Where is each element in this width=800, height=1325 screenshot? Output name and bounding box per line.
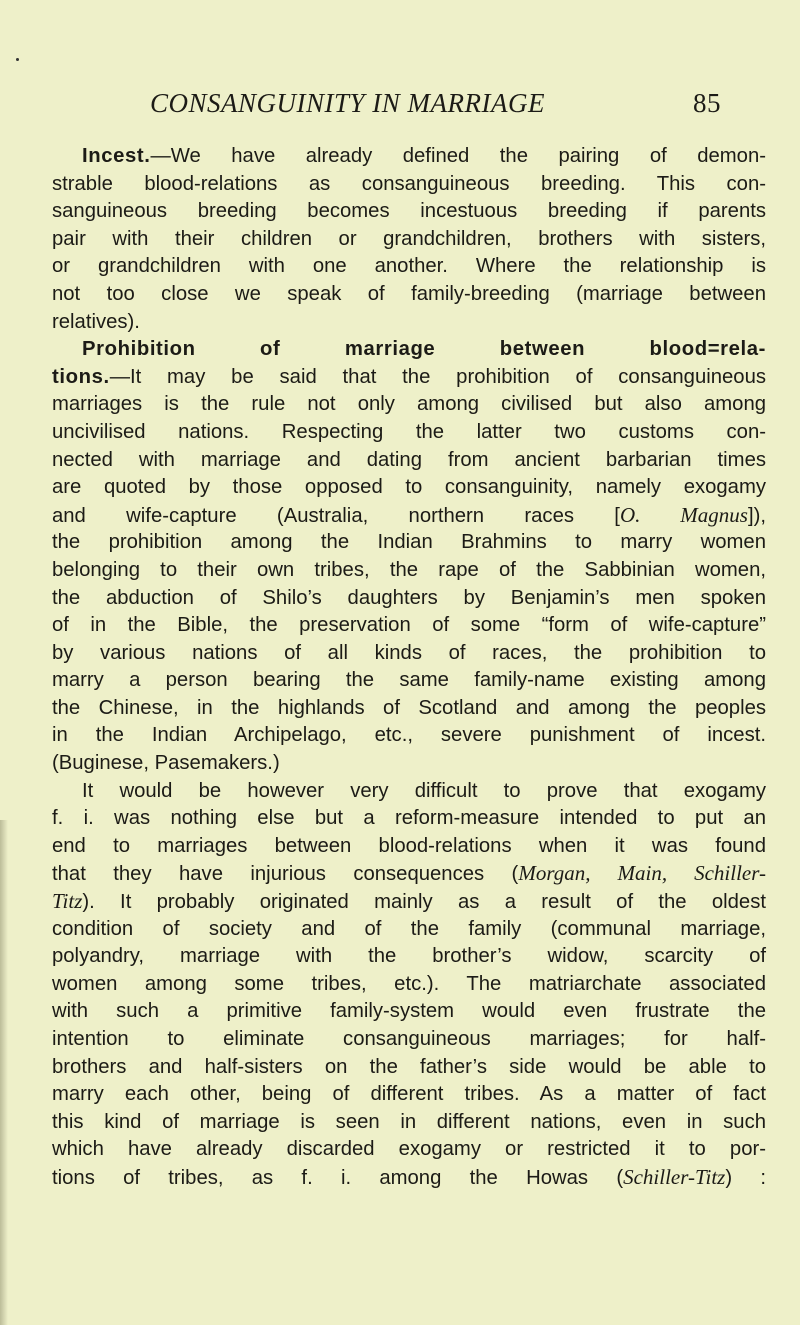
section-heading: Incest. (82, 145, 151, 167)
text-line (52, 833, 766, 861)
text-line (52, 612, 766, 640)
margin-speck (16, 58, 19, 61)
body-text (52, 143, 766, 1192)
text-segment: end to marriages between blood-relations when it was found (52, 834, 766, 857)
text-segment: marry a person bearing the same family-name existing among (52, 669, 766, 692)
text-segment: tions of tribes, as f. i. among the Howas ( (52, 1166, 624, 1189)
text-segment: f. i. was nothing else but a reform-measure intended to put an (52, 807, 766, 830)
text-line (52, 198, 766, 226)
text-line (52, 281, 766, 309)
text-line (52, 750, 766, 778)
running-title: CONSANGUINITY IN MARRIAGE (150, 88, 545, 118)
page-binding-shadow (0, 820, 8, 1325)
citation: Morgan, Main, Schiller- (518, 861, 766, 886)
citation: Titz (52, 889, 83, 914)
text-segment: marry each other, being of different tribes. As a matter of fact (52, 1083, 766, 1106)
text-line (52, 253, 766, 281)
text-line (52, 391, 766, 419)
text-segment: —We have already defined the pairing of demon- (150, 145, 766, 167)
text-segment: ) : (725, 1166, 766, 1189)
text-line (52, 1081, 766, 1109)
text-line (52, 971, 766, 999)
text-segment: not too close we speak of family-breeding (marriage between (52, 282, 766, 305)
text-segment: that they have injurious consequences ( (52, 863, 519, 886)
text-segment: women among some tribes, etc.). The matriarchate associated (52, 972, 766, 995)
text-segment: ). It probably originated mainly as a result of the oldest (82, 891, 766, 914)
text-line (52, 667, 766, 695)
text-segment: polyandry, marriage with the brother’s widow, scarcity of (52, 945, 766, 968)
text-segment: of in the Bible, the preservation of some “form of wife-capture” (52, 614, 766, 637)
text-line (52, 943, 766, 971)
text-line (52, 1109, 766, 1137)
text-segment: in the Indian Archipelago, etc., severe punishment of incest. (52, 724, 766, 747)
text-line (52, 1054, 766, 1082)
citation: O. Magnus (619, 502, 748, 527)
text-line (52, 502, 766, 530)
text-segment: condition of society and of the family (communal marriage, (52, 917, 766, 940)
text-segment: nected with marriage and dating from ancient barbarian times (52, 448, 766, 471)
text-line (52, 916, 766, 944)
text-line (52, 309, 766, 337)
text-segment: the prohibition among the Indian Brahmins to marry women (52, 531, 766, 554)
text-segment: strable blood-relations as consanguineous breeding. This con- (52, 172, 766, 195)
text-segment: intention to eliminate consanguineous marriages; for half- (52, 1028, 766, 1050)
text-line (52, 143, 766, 171)
text-segment: with such a primitive family-system would even frustrate the (52, 1000, 766, 1023)
text-segment: uncivilised nations. Respecting the latter two customs con- (52, 420, 766, 443)
text-line (52, 722, 766, 750)
text-line (52, 1164, 766, 1192)
text-line (52, 1026, 766, 1054)
citation: Schiller-Titz (623, 1164, 726, 1189)
text-line (52, 860, 766, 888)
text-line (52, 778, 766, 806)
text-line (52, 419, 766, 447)
text-segment: this kind of marriage is seen in different nations, even in such (52, 1110, 766, 1133)
text-segment: ]), (747, 504, 766, 527)
text-line (52, 226, 766, 254)
text-segment: are quoted by those opposed to consanguinity, namely exogamy (52, 476, 766, 499)
text-segment: and wife-capture (Australia, northern races [ (52, 504, 620, 527)
section-heading: tions. (52, 365, 110, 388)
text-line (52, 1136, 766, 1164)
text-line (52, 805, 766, 833)
text-line (52, 557, 766, 585)
text-line (52, 695, 766, 723)
text-line (52, 529, 766, 557)
text-segment: pair with their children or grandchildren, brothers with sisters, (52, 227, 766, 250)
text-line (52, 640, 766, 668)
text-segment: belonging to their own tribes, the rape of the Sabbinian women, (52, 558, 766, 581)
text-segment: or grandchildren with one another. Where the relationship is (52, 255, 766, 278)
text-line (52, 171, 766, 199)
text-line (52, 447, 766, 475)
text-segment: sanguineous breeding becomes incestuous breeding if parents (52, 200, 766, 223)
text-line (52, 364, 766, 392)
text-line (52, 998, 766, 1026)
text-segment: marriages is the rule not only among civilised but also among (52, 393, 766, 416)
text-segment: the abduction of Shilo’s daughters by Benjamin’s men spoken (52, 586, 766, 609)
page-number: 85 (693, 88, 721, 118)
text-segment: —It may be said that the prohibition of consanguineous (109, 365, 766, 388)
text-line (52, 585, 766, 613)
text-segment: (Buginese, Pasemakers.) (52, 752, 280, 775)
section-heading: Prohibition of marriage between blood=rela- (82, 338, 766, 361)
text-line (52, 474, 766, 502)
text-line (52, 336, 766, 364)
text-segment: It would be however very difficult to prove that exogamy (82, 779, 766, 802)
text-segment: relatives). (52, 310, 140, 333)
text-segment: by various nations of all kinds of races, the prohibition to (52, 641, 766, 664)
text-line (52, 888, 766, 916)
text-segment: which have already discarded exogamy or restricted it to por- (52, 1138, 766, 1161)
text-segment: the Chinese, in the highlands of Scotland and among the peoples (52, 696, 766, 719)
text-segment: brothers and half-sisters on the father’s side would be able to (52, 1055, 766, 1078)
